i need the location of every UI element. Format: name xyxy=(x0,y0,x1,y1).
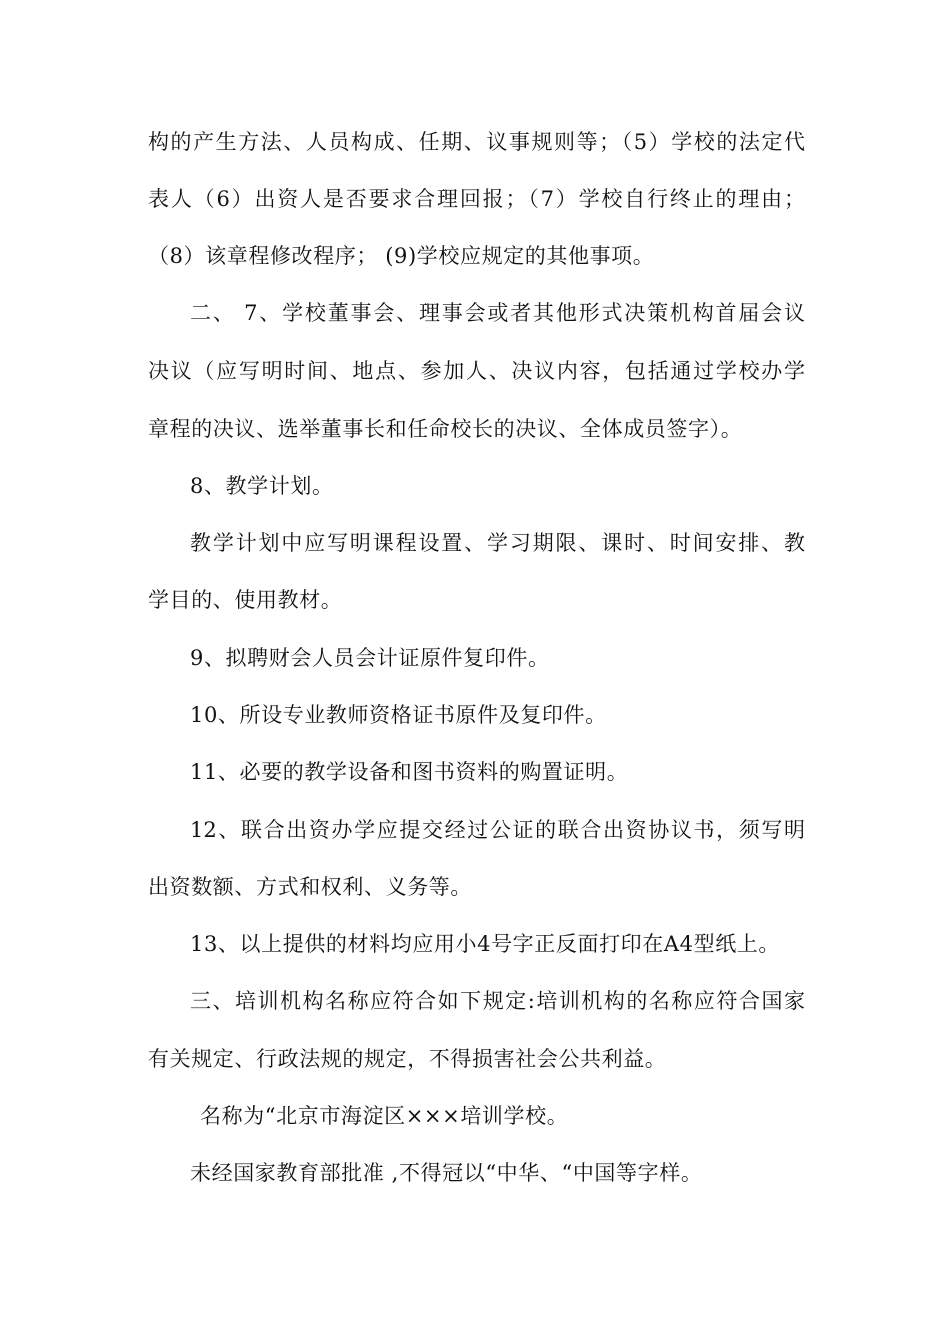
list-item: 11、必要的教学设备和图书资料的购置证明。 xyxy=(190,760,629,784)
text-line: 章程的决议、选举董事长和任命校长的决议、全体成员签字）。 xyxy=(148,417,743,441)
list-item: 10、所设专业教师资格证书原件及复印件。 xyxy=(190,703,607,727)
list-item: 13、以上提供的材料均应用小4号字正反面打印在A4型纸上。 xyxy=(190,932,781,956)
text-line: 教学计划中应写明课程设置、学习期限、课时、时间安排、教 xyxy=(190,531,805,555)
text-line: 名称为“北京市海淀区×××培训学校。 xyxy=(200,1104,569,1128)
list-item: 8、教学计划。 xyxy=(190,474,334,498)
text-line: 表人（6）出资人是否要求合理回报；（7）学校自行终止的理由； xyxy=(148,187,805,211)
text-line: （8）该章程修改程序； (9)学校应规定的其他事项。 xyxy=(148,244,655,268)
text-line: 有关规定、行政法规的规定，不得损害社会公共利益。 xyxy=(148,1047,667,1071)
list-item: 9、拟聘财会人员会计证原件复印件。 xyxy=(190,646,550,670)
text-line: 决议（应写明时间、地点、参加人、决议内容，包括通过学校办学 xyxy=(148,359,805,383)
section-heading-line: 二、 7、学校董事会、理事会或者其他形式决策机构首届会议 xyxy=(190,301,805,325)
text-line: 未经国家教育部批准 ,不得冠以“中华、“中国等字样。 xyxy=(190,1161,703,1185)
section-heading-line: 三、培训机构名称应符合如下规定:培训机构的名称应符合国家 xyxy=(190,989,805,1013)
list-item: 12、联合出资办学应提交经过公证的联合出资协议书，须写明 xyxy=(190,818,805,842)
text-line: 构的产生方法、人员构成、任期、议事规则等；（5）学校的法定代 xyxy=(148,130,805,154)
text-line: 学目的、使用教材。 xyxy=(148,588,343,612)
text-line: 出资数额、方式和权利、义务等。 xyxy=(148,875,472,899)
